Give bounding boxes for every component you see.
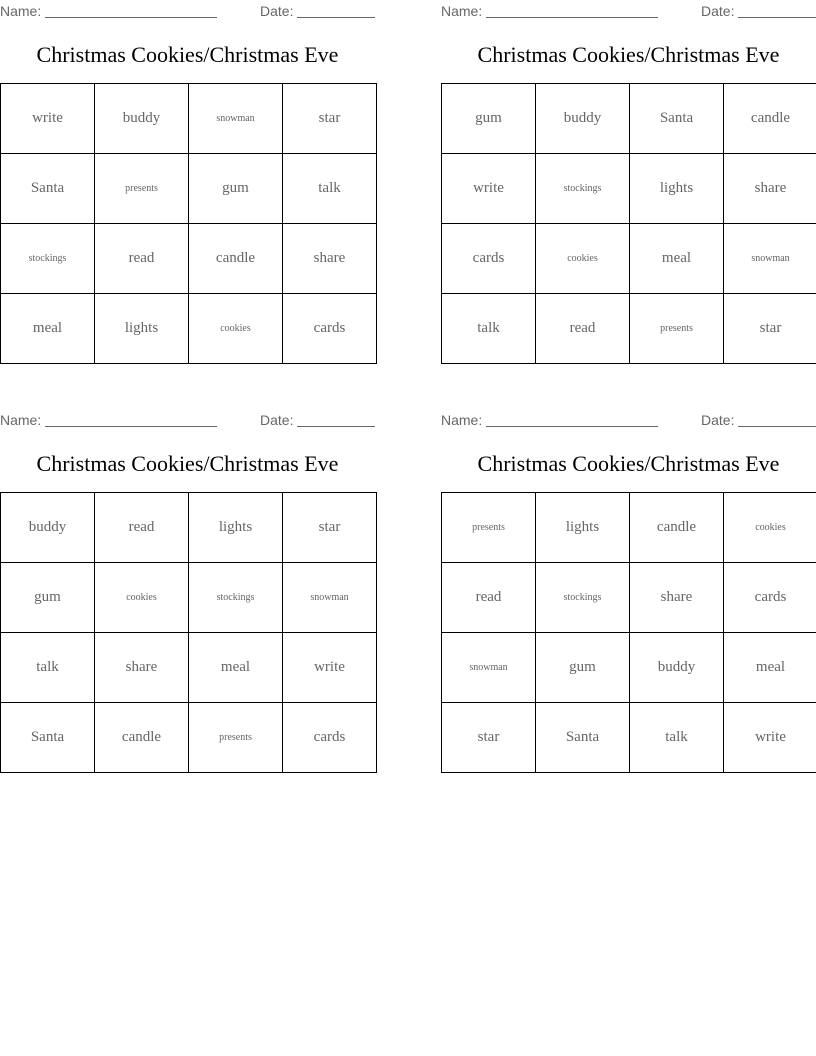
grid-cell: presents: [442, 493, 536, 563]
date-line[interactable]: [297, 17, 375, 18]
grid-cell: cards: [283, 703, 377, 773]
grid-cell: share: [95, 633, 189, 703]
grid-cell: read: [536, 294, 630, 364]
grid-cell: buddy: [536, 84, 630, 154]
grid-cell: buddy: [95, 84, 189, 154]
grid-cell: talk: [630, 703, 724, 773]
card-title: Christmas Cookies/Christmas Eve: [36, 42, 339, 67]
grid-cell: Santa: [1, 154, 95, 224]
date-line[interactable]: [297, 426, 375, 427]
grid-row: [442, 563, 816, 633]
bingo-grid: [0, 83, 377, 364]
bingo-grid: [441, 83, 816, 364]
date-label: Date:: [260, 412, 294, 428]
name-line[interactable]: [486, 17, 658, 18]
grid-row: [442, 294, 816, 364]
grid-cell: cookies: [536, 224, 630, 294]
grid-cell: cookies: [189, 294, 283, 364]
grid-row: [442, 493, 816, 563]
grid-cell: candle: [189, 224, 283, 294]
grid-cell: stockings: [536, 563, 630, 633]
date-line[interactable]: [738, 426, 816, 427]
grid-cell: cookies: [95, 563, 189, 633]
grid-cell: lights: [630, 154, 724, 224]
card-title: Christmas Cookies/Christmas Eve: [477, 42, 780, 67]
card-header: [0, 412, 375, 428]
card-header: [441, 412, 816, 428]
card-title: Christmas Cookies/Christmas Eve: [477, 451, 780, 476]
grid-cell: write: [442, 154, 536, 224]
grid-cell: share: [283, 224, 377, 294]
grid-row: [1, 294, 377, 364]
grid-cell: read: [95, 493, 189, 563]
grid-cell: cookies: [724, 493, 816, 563]
grid-cell: share: [630, 563, 724, 633]
grid-cell: gum: [1, 563, 95, 633]
grid-row: [1, 154, 377, 224]
date-label: Date:: [701, 3, 735, 19]
grid-cell: write: [283, 633, 377, 703]
grid-row: [1, 493, 377, 563]
grid-row: [1, 633, 377, 703]
bingo-card-3: [0, 409, 375, 774]
grid-cell: gum: [442, 84, 536, 154]
name-label: Name:: [441, 3, 483, 19]
bingo-grid: [0, 492, 377, 773]
grid-cell: snowman: [442, 633, 536, 703]
name-label: Name:: [0, 3, 42, 19]
bingo-card-2: [441, 0, 816, 365]
grid-cell: Santa: [630, 84, 724, 154]
name-line[interactable]: [45, 426, 217, 427]
grid-cell: share: [724, 154, 816, 224]
grid-cell: presents: [189, 703, 283, 773]
grid-cell: stockings: [1, 224, 95, 294]
grid-cell: buddy: [1, 493, 95, 563]
grid-cell: gum: [189, 154, 283, 224]
grid-cell: meal: [724, 633, 816, 703]
name-line[interactable]: [486, 426, 658, 427]
name-label: Name:: [441, 412, 483, 428]
grid-cell: stockings: [536, 154, 630, 224]
grid-cell: star: [283, 493, 377, 563]
date-line[interactable]: [738, 17, 816, 18]
grid-cell: meal: [1, 294, 95, 364]
grid-cell: star: [442, 703, 536, 773]
name-label: Name:: [0, 412, 42, 428]
grid-cell: write: [1, 84, 95, 154]
grid-cell: snowman: [283, 563, 377, 633]
grid-cell: lights: [189, 493, 283, 563]
grid-cell: stockings: [189, 563, 283, 633]
grid-cell: cards: [442, 224, 536, 294]
grid-cell: presents: [95, 154, 189, 224]
card-header: [0, 3, 375, 19]
grid-row: [442, 154, 816, 224]
grid-cell: presents: [630, 294, 724, 364]
bingo-grid: [441, 492, 816, 773]
grid-cell: star: [283, 84, 377, 154]
grid-cell: Santa: [536, 703, 630, 773]
card-title: Christmas Cookies/Christmas Eve: [36, 451, 339, 476]
grid-cell: candle: [95, 703, 189, 773]
grid-cell: snowman: [724, 224, 816, 294]
card-header: [441, 3, 816, 19]
grid-cell: Santa: [1, 703, 95, 773]
grid-cell: talk: [1, 633, 95, 703]
grid-row: [1, 563, 377, 633]
bingo-card-4: [441, 409, 816, 774]
grid-cell: meal: [189, 633, 283, 703]
grid-row: [442, 224, 816, 294]
grid-cell: candle: [630, 493, 724, 563]
grid-row: [442, 84, 816, 154]
grid-row: [1, 84, 377, 154]
grid-row: [1, 224, 377, 294]
grid-cell: meal: [630, 224, 724, 294]
date-label: Date:: [701, 412, 735, 428]
grid-cell: buddy: [630, 633, 724, 703]
grid-cell: cards: [724, 563, 816, 633]
grid-row: [442, 633, 816, 703]
grid-row: [1, 703, 377, 773]
grid-cell: lights: [536, 493, 630, 563]
grid-cell: lights: [95, 294, 189, 364]
grid-cell: cards: [283, 294, 377, 364]
grid-row: [442, 703, 816, 773]
grid-cell: candle: [724, 84, 816, 154]
bingo-card-1: [0, 0, 375, 365]
grid-cell: talk: [442, 294, 536, 364]
grid-cell: snowman: [189, 84, 283, 154]
grid-cell: read: [442, 563, 536, 633]
grid-cell: star: [724, 294, 816, 364]
grid-cell: gum: [536, 633, 630, 703]
date-label: Date:: [260, 3, 294, 19]
grid-cell: read: [95, 224, 189, 294]
grid-cell: talk: [283, 154, 377, 224]
grid-cell: write: [724, 703, 816, 773]
name-line[interactable]: [45, 17, 217, 18]
